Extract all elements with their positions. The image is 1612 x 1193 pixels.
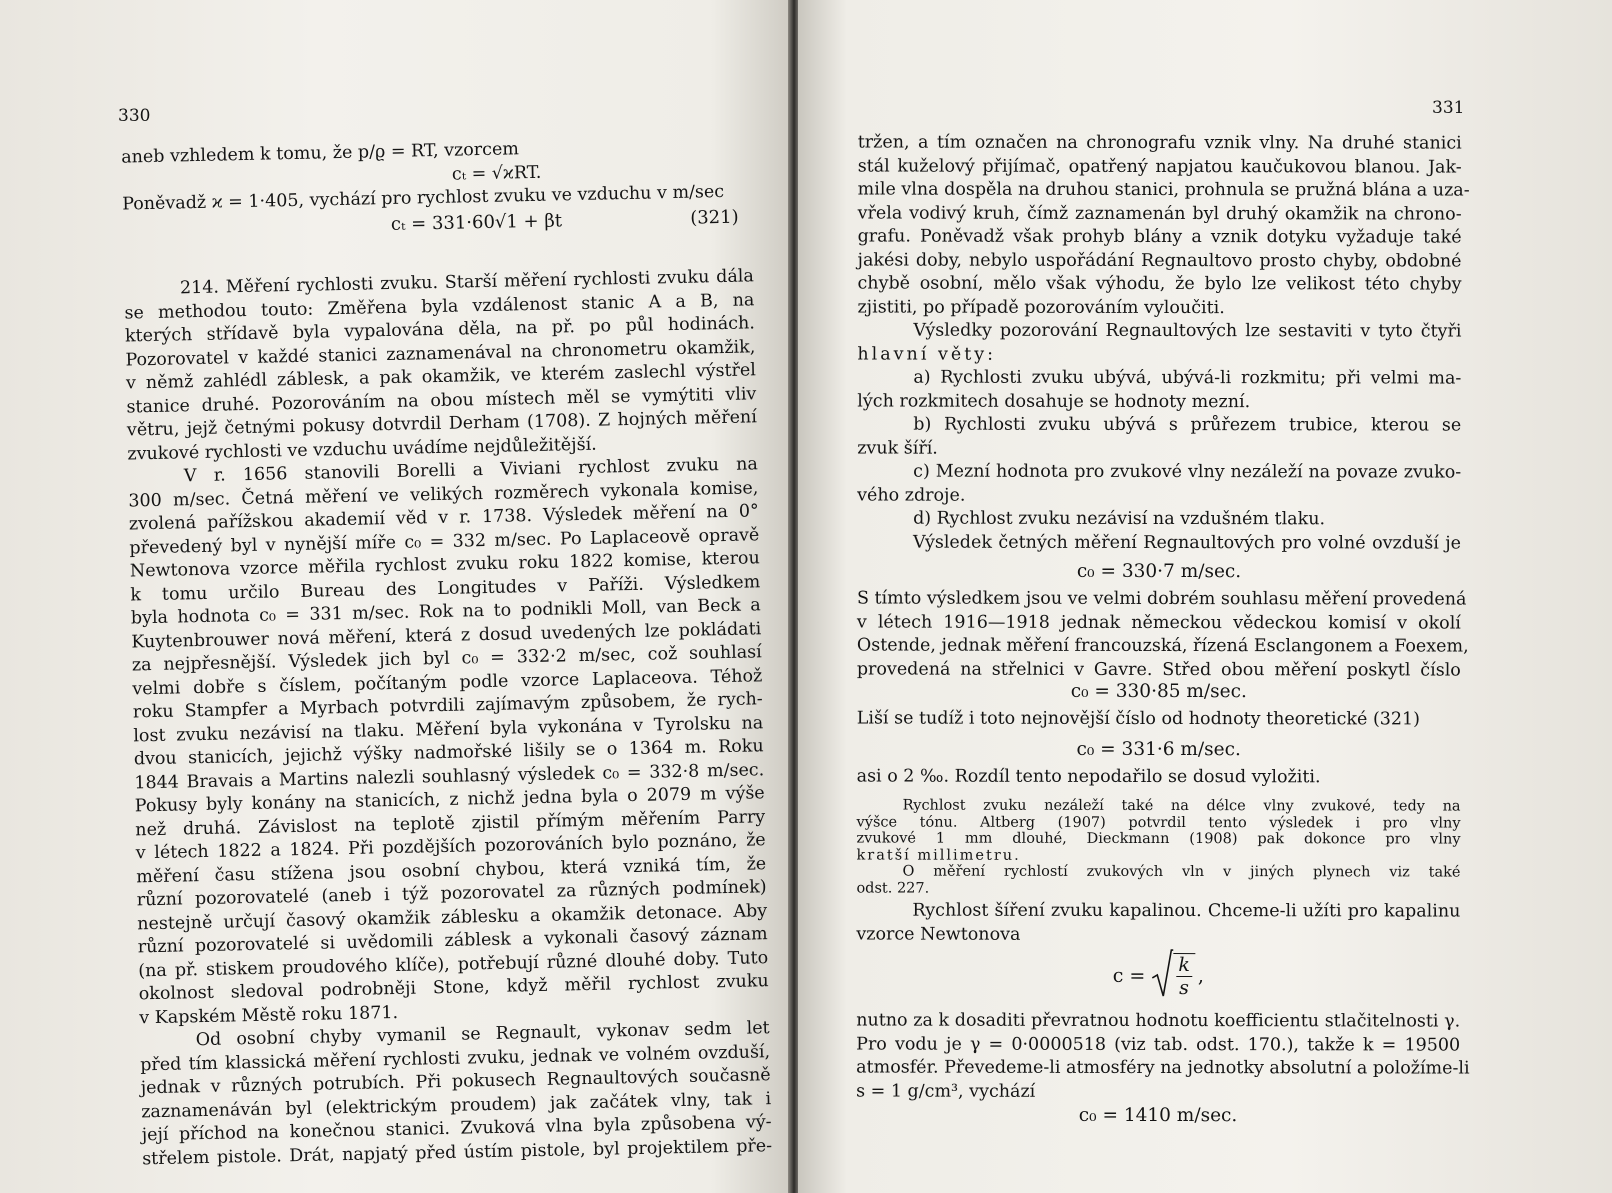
text-line: v létech 1916—1918 jednak německou vědeckou komisí v okolí: [856, 611, 1461, 634]
text-line: grafu. Poněvadž však prohyb blány a vznik dotyku vyžaduje také: [857, 226, 1462, 248]
equation: c₀ = 331·6 m/sec.: [1076, 738, 1241, 761]
text-line: Newtonova vzorce měřila rychlost zvuku roku 1822 komise, kterou: [129, 548, 760, 582]
right-text-column: [856, 0, 1470, 1127]
right-eq-b: [857, 679, 1461, 704]
page-number-left: 330: [118, 106, 151, 126]
text-line: 300 m/sec. Četná měření ve velikých rozměrech vykonala komise,: [128, 477, 759, 511]
sqrt-sign: [1151, 948, 1173, 1004]
right-eq-d: [856, 947, 1460, 1004]
text-line: a) Rychlosti zvuku ubývá, ubývá-li rozkmitu; při velmi ma-: [913, 367, 1462, 389]
text-line: c) Mezní hodnota pro zvukové vlny nezáleží na povaze zvuko-: [913, 461, 1462, 483]
text-line: aneb vzhledem k tomu, že p/ϱ = RT, vzorcem: [121, 139, 520, 168]
left-page: [0, 0, 790, 1193]
right-body-4: [856, 1009, 1470, 1104]
text-line: zaznamenáván byl (elektrickým proudem) jak začátek vlny, tak i: [141, 1088, 772, 1122]
text-line: zvuk šíří.: [857, 437, 938, 459]
text-line: před tím klassická měření rychlosti zvuku, jednak ve volném ovzduší,: [140, 1041, 771, 1075]
text-line: Výsledek četných měření Regnaultových pro volné ovzduší je: [913, 532, 1462, 554]
text-line: stál kuželový přijímač, opatřený napjatou kaučukovou blanou. Jak-: [857, 155, 1462, 178]
equation: cₜ = √ϰRT.: [451, 162, 542, 185]
text-line: nestejně určují časový okamžik záblesku a okamžik detonace. Aby: [137, 900, 768, 934]
text-line: s = 1 g/cm³, vychází: [856, 1080, 1036, 1102]
text-line: kratší millimetru.: [856, 847, 1021, 864]
text-line: střelem pistole. Drát, napjatý před ústím pistole, byl projektilem pře-: [141, 1135, 773, 1169]
text-line: chybě osobní, mělo však výhodu, že bylo lze velikost této chyby: [857, 273, 1462, 295]
text-line: Kuytenbrouwer nová měření, která z dosud uvedených lze pokládati: [131, 618, 762, 652]
text-line: v Kapském Městě roku 1871.: [139, 1002, 399, 1028]
text-line: jakési doby, nebylo uspořádání Regnaultovo prosto chyby, obdobné: [857, 249, 1462, 272]
text-line: Rychlost šíření zvuku kapalinou. Chceme-li užíti pro kapalinu: [912, 900, 1461, 922]
text-line: se methodou touto: Změřena byla vzdálenost stanic A a B, na: [124, 289, 755, 324]
text-line: okolnost sledoval podrobněji Stone, když měřil rychlost zvuku: [138, 971, 769, 1005]
text-line: byla hodnota c₀ = 331 m/sec. Rok na to podnikli Moll, van Beck a: [130, 595, 761, 629]
equation: cₜ = 331·60√1 + βt: [390, 209, 563, 235]
equation: c₀ = 330·7 m/sec.: [1076, 560, 1242, 583]
right-eq-e: [856, 1103, 1460, 1128]
equation-lhs: c =: [1112, 964, 1146, 987]
text-line: velmi dobře s číslem, počítaným podle vzorce Laplaceova. Téhož: [132, 665, 763, 699]
text-line: zvukové 1 mm dlouhé, Dieckmann (1908) pak dokonce pro vlny: [856, 830, 1461, 848]
text-line: lost zvuku nezávisí na tlaku. Měření byla vykonána v Tyrolsku na: [133, 712, 764, 746]
text-line: 214. Měření rychlosti zvuku. Starší měření rychlosti zvuku dála: [179, 266, 755, 299]
left-intro: [121, 133, 753, 243]
text-line: S tímto výsledkem jsou ve velmi dobrém souhlasu měření provedená: [856, 588, 1467, 610]
right-body-2: [856, 587, 1469, 682]
text-line: odst. 227.: [856, 880, 930, 897]
equation-comma: ,: [1197, 965, 1204, 988]
text-line: v němž zahlédl záblesk, a pak okamžik, ve kterém zaslechl výstřel: [125, 360, 757, 394]
text-line: převedený byl v nynější míře c₀ = 332 m/sec. Po Laplaceově opravě: [129, 524, 760, 558]
text-line: (na př. stiskem proudového klíče), potřebují různé dlouhé doby. Tuto: [138, 947, 769, 981]
text-line: roku Stampfer a Myrbach potvrdili zajímavým způsobem, že rych-: [132, 689, 763, 723]
text-line: nutno za k dosaditi převratnou hodnotu koefficientu stlačitelnosti γ.: [856, 1010, 1461, 1032]
right-line-c: [857, 707, 1461, 732]
text-line: stanice druhé. Pozorováním na obou místech měl se vymýtiti vliv: [126, 383, 757, 418]
left-body: [124, 265, 773, 1171]
text-line: Pozorovatel v každé stanici zaznamenával na chronometru okamžik,: [125, 336, 756, 371]
right-body-3: [856, 899, 1460, 947]
right-page: [798, 0, 1612, 1193]
text-line: než druhá. Závislost na teplotě zjistil přímým měřením Parry: [135, 806, 766, 840]
text-line: atmosfér. Převedeme-li atmosféry na jednotky absolutní a položíme-li: [856, 1057, 1470, 1079]
text-line: její příchod na konečnou stanici. Zvuková vlna byla způsobena vý-: [141, 1112, 772, 1146]
text-line: Poněvadž ϰ = 1·405, vychází pro rychlost zvuku ve vzduchu v m/sec: [122, 181, 725, 215]
text-line: větru, jejž četnými pokusy dotvrdil Derham (1708). Z hojných měření: [126, 407, 758, 441]
text-line: hlavní věty:: [857, 343, 997, 365]
equation: c₀ = 330·85 m/sec.: [1070, 680, 1247, 703]
right-eq-c: [857, 737, 1461, 762]
text-line: Pro vodu je γ = 0·0000518 (viz tab. odst. 170.), takže k = 19500: [856, 1033, 1461, 1056]
text-line: výšce tónu. Altberg (1907) potvrdil tento výsledek i pro vlny: [856, 814, 1461, 832]
equation-number: (321): [689, 206, 739, 229]
text-line: asi o 2 ‰. Rozdíl tento nepodařilo se dosud vyložiti.: [856, 766, 1321, 788]
text-line: Liší se tudíž i toto nejnovější číslo od hodnoty theoretické (321): [856, 708, 1421, 730]
text-line: k tomu určilo Bureau des Longitudes v Paříži. Výsledkem: [130, 571, 761, 605]
equation: c₀ = 1410 m/sec.: [1078, 1104, 1238, 1127]
text-line: dvou stanicích, jejichž výšky nadmořské lišily se o 1364 m. Roku: [133, 736, 764, 770]
text-line: lých rozkmitech dosahuje se hodnoty mezní.: [857, 390, 1251, 412]
fraction-denominator: s: [1179, 977, 1189, 1000]
text-line: Pokusy byly konány na stanicích, z nichž jedna byla o 2079 m výše: [134, 783, 765, 817]
text-line: Rychlost zvuku nezáleží také na délce vlny zvukové, tedy na: [902, 797, 1461, 815]
right-body-1: [857, 131, 1470, 555]
text-line: různí pozorovatelé si uvědomili záblesk a vykonali časový záznam: [137, 924, 768, 958]
text-line: V r. 1656 stanovili Borelli a Viviani rychlost zvuku na: [183, 454, 759, 487]
text-line: d) Rychlost zvuku nezávisí na vzdušném tlaku.: [913, 508, 1326, 530]
text-line: mile vlna dospěla na druhou stanici, prohnula se pružná blána a uza-: [857, 179, 1470, 201]
page-number-right: 331: [1432, 98, 1465, 118]
text-line: provedená na střelnici v Gavre. Střed obou měření poskytl číslo: [856, 658, 1461, 681]
text-line: vzorce Newtonova: [856, 923, 1021, 945]
text-line: b) Rychlosti zvuku ubývá s průřezem trubice, kterou se: [913, 414, 1462, 436]
text-line: zvukové rychlosti ve vzduchu uvádíme nejdůležitější.: [127, 434, 597, 464]
right-small-print: [856, 797, 1460, 898]
text-line: jednak v různých potrubích. Při pokusech Regnaultových současně: [140, 1065, 771, 1099]
right-eq-a: [857, 559, 1461, 584]
sqrt-icon: [1151, 948, 1173, 998]
text-line: vřela vodivý kruh, čímž zaznamenán byl druhý okamžik na chrono-: [857, 202, 1462, 225]
text-line: za nejpřesnější. Výsledek jich byl c₀ = 332·2 m/sec, což souhlasí: [131, 642, 762, 676]
text-line: 1844 Bravais a Martins nalezli souhlasný výsledek c₀ = 332·8 m/sec.: [134, 759, 765, 793]
text-line: Výsledky pozorování Regnaultových lze sestaviti v tyto čtyři: [913, 320, 1462, 342]
text-line: tržen, a tím označen na chronografu vznik vlny. Na druhé stanici: [857, 132, 1462, 154]
text-line: Ostende, jednak měření francouzská, řízená Esclangonem a Foexem,: [856, 635, 1469, 657]
text-line: zjistiti, po případě pozorováním vyloučiti.: [857, 296, 1225, 318]
text-line: kterých střídavě byla vypalována děla, na př. po půl hodinách.: [124, 313, 756, 347]
right-line-d: [857, 765, 1461, 790]
text-line: vého zdroje.: [857, 484, 966, 506]
text-line: různí pozorovatelé (aneb i týž pozorovatel za různých podmínek): [136, 877, 767, 911]
text-line: v létech 1822 a 1824. Při pozdějších pozorováních bylo poznáno, že: [135, 830, 766, 864]
text-line: zvolená pařížskou akademií věd v r. 1738. Výsledek měření na 0°: [128, 501, 759, 535]
fraction-equation: [856, 947, 1460, 1004]
fraction-numerator: k: [1176, 954, 1192, 977]
text-line: Od osobní chyby vymanil se Regnault, vykonav sedm let: [195, 1018, 770, 1051]
fraction: [1173, 953, 1195, 999]
text-line: měření času stížena jsou osobní chybou, která vzniká tím, že: [136, 853, 767, 887]
text-line: O měření rychlostí zvukových vln v jiných plynech viz také: [902, 863, 1461, 881]
